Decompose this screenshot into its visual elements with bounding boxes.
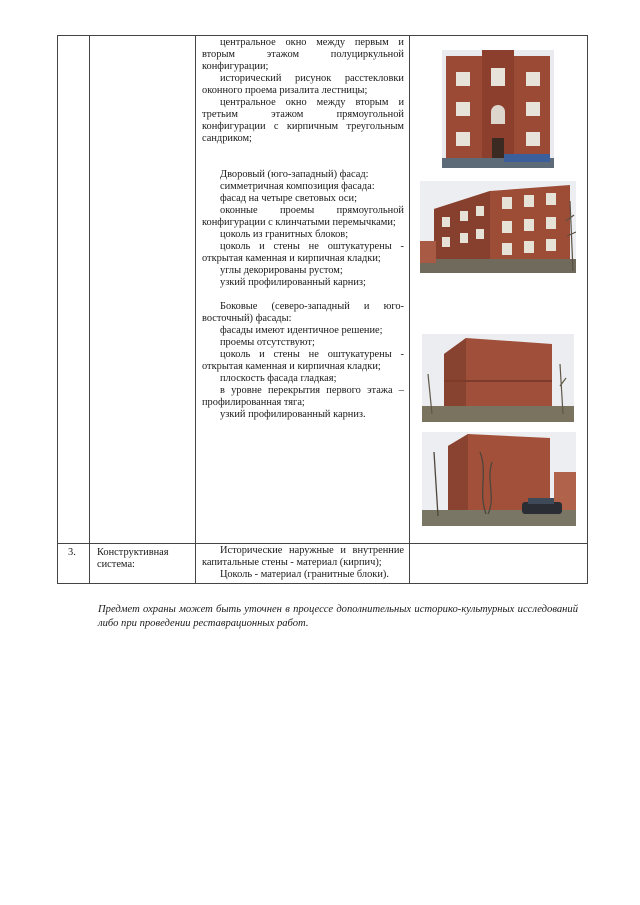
row-number: 3. bbox=[68, 547, 76, 558]
description-line: центральное окно между вторым и третьим этажом прямоугольной конфигурации с кирпичным треугольным сандриком; bbox=[202, 97, 404, 144]
facade-description bbox=[196, 36, 409, 423]
description-line: цоколь и стены не оштукатурены - открытая каменная и кирпичная кладки; bbox=[202, 349, 404, 372]
description-cell bbox=[196, 544, 410, 584]
description-line: Боковые (северо-западный и юго-восточный) фасады: bbox=[202, 301, 404, 324]
description-cell bbox=[196, 36, 410, 544]
photo-column bbox=[410, 36, 587, 543]
description-line: в уровне перекрытия первого этажа – профилированная тяга; bbox=[202, 385, 404, 408]
spacer bbox=[202, 145, 404, 157]
number-cell bbox=[58, 36, 90, 544]
number-cell bbox=[58, 544, 90, 584]
description-line: симметричная композиция фасада: bbox=[220, 181, 375, 192]
description-line: углы декорированы рустом; bbox=[220, 265, 343, 276]
label-cell bbox=[90, 36, 196, 544]
description-line: центральное окно между первым и вторым этажом полуциркульной конфигурации; bbox=[202, 37, 404, 72]
description-line: фасад на четыре световых оси; bbox=[220, 193, 357, 204]
description-line: цоколь и стены не оштукатурены - открытая каменная и кирпичная кладки; bbox=[202, 241, 404, 264]
description-line: цоколь из гранитных блоков; bbox=[220, 229, 349, 240]
photo-side-facade bbox=[422, 334, 574, 422]
description-line: узкий профилированный карниз; bbox=[220, 277, 366, 288]
label-cell bbox=[90, 544, 196, 584]
table-row bbox=[58, 36, 588, 544]
protection-subject-table bbox=[57, 35, 588, 584]
description-line: плоскость фасада гладкая; bbox=[220, 373, 337, 384]
footnote: Предмет охраны может быть уточнен в процессе дополнительных историко-культурных исследований либо при проведении реставрационных работ. bbox=[98, 604, 578, 629]
description-line: исторический рисунок расстекловки оконного проема ризалита лестницы; bbox=[202, 73, 404, 96]
table-row bbox=[58, 544, 588, 584]
description-line: фасады имеют идентичное решение; bbox=[220, 325, 383, 336]
photo-cell bbox=[410, 36, 588, 544]
description-line: узкий профилированный карниз. bbox=[220, 409, 366, 420]
description-line: Дворовый (юго-западный) фасад: bbox=[220, 169, 369, 180]
photo-courtyard-facade bbox=[420, 181, 576, 273]
spacer bbox=[202, 157, 404, 169]
description-line: Цоколь - материал (гранитные блоки). bbox=[220, 569, 389, 580]
description-line: оконные проемы прямоугольной конфигурации с клинчатыми перемычками; bbox=[202, 205, 404, 228]
spacer bbox=[202, 289, 404, 301]
photo-front-facade bbox=[442, 50, 554, 168]
description-line: проемы отсутствуют; bbox=[220, 337, 315, 348]
structural-system-description bbox=[196, 544, 409, 583]
description-line: Исторические наружные и внутренние капитальные стены - материал (кирпич); bbox=[202, 545, 404, 568]
photo-side-facade-with-car bbox=[422, 432, 576, 526]
photo-cell bbox=[410, 544, 588, 584]
row-label: Конструктивная система: bbox=[97, 547, 169, 570]
